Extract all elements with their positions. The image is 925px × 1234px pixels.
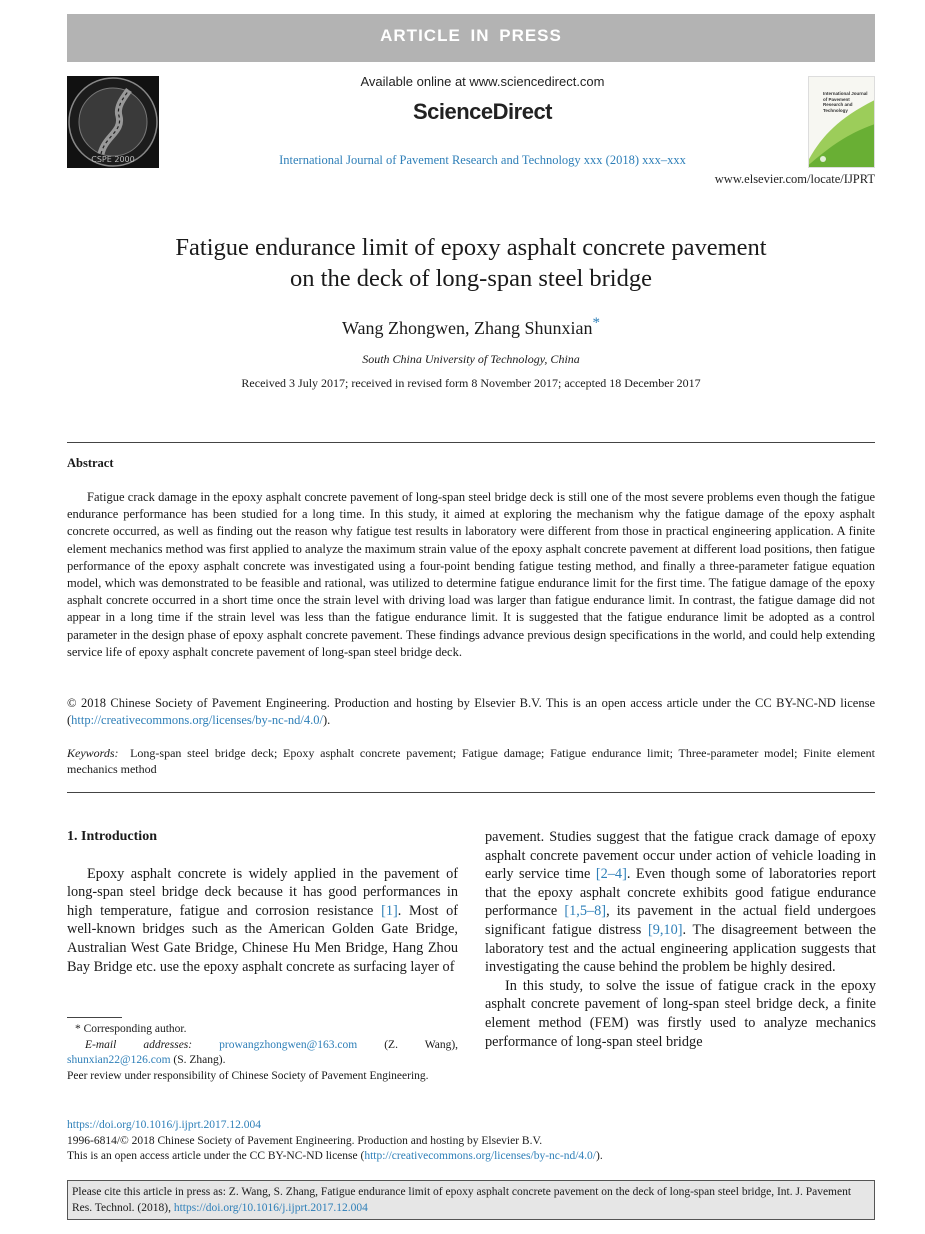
abstract-text: Fatigue crack damage in the epoxy asphalt concrete pavement of long-span steel bridge deck is still one of the most severe problems even though the fatigue endurance performance has been studied for a long time. In this study, it aimed at exploring the mechanism why the fatigue damage of the epoxy asphalt concrete occurred, as well as finding out the reason why fatigue test results in laboratory were different from those in practical engineering application. A finite element mechanics method was first applied to analyze the maximum strain value of the epoxy asphalt concrete pavement at different load positions, then fatigue performance of the epoxy asphalt concrete was investigated using a four-point bending fatigue testing method, and finally a three-parameter fatigue equation model, which was demonstrated to be feasible and rational, was utilized to determine fatigue endurance limit for the first time. The fatigue damage of the epoxy asphalt concrete occurred in a short time once the strain level with driving load was larger than fatigue endurance limit. In contrast, the fatigue damage did not appear in a long time if the strain level was less than the fatigue endurance limit. It is suggested that the fatigue endurance limit be adopted as a control parameter in the design phase of epoxy asphalt concrete pavement. These findings advance previous design specifications in the world, and could help extending service life of epoxy asphalt concrete pavement of long-span steel bridge deck. <box>67 490 875 659</box>
email-link-wang[interactable]: prowangzhongwen@163.com <box>219 1038 358 1051</box>
article-in-press-banner: ARTICLE IN PRESS <box>67 14 875 62</box>
intro-paragraph-2: In this study, to solve the issue of fatigue crack in the epoxy asphalt concrete pavement of long-span steel bridge deck, a finite element method (FEM) was firstly used to analyze mechanics performance of long-span steel bridge <box>485 977 876 1050</box>
open-access-line: This is an open access article under the CC BY-NC-ND license (http://creativecommons.org/licenses/by-nc-nd/4.0/). <box>67 1150 603 1162</box>
ref-link-1-5-8[interactable]: [1,5–8] <box>564 903 607 920</box>
intro-paragraph-1: Epoxy asphalt concrete is widely applied in the pavement of long-span steel bridge deck because it has good performances in high temperature, fatigue and corrosion resistance [1]. Most of well-known bridges such as the American Golden Gate Bridge, Australian West Gate Bridge, Chinese Hu Men Bridge, Hang Zhou Bay Bridge etc. use the epoxy asphalt concrete as surfacing layer of <box>67 865 459 975</box>
title-line-2: on the deck of long-span steel bridge <box>290 265 652 292</box>
citation-text: Please cite this article in press as: Z. Wang, S. Zhang, Fatigue endurance limit of epoxy asphalt concrete pavement on the deck of long-span steel bridge, Int. J. Pavement Res. Technol. (2018), <box>72 1186 852 1214</box>
elsevier-locate-link[interactable]: www.elsevier.com/locate/IJPRT <box>714 172 875 186</box>
keywords-list: Long-span steel bridge deck; Epoxy asphalt concrete pavement; Fatigue damage; Fatigue endurance limit; Three-parameter model; Finite element mechanics method <box>67 746 875 776</box>
article-footer <box>67 1118 875 1165</box>
keywords <box>67 745 875 777</box>
author-names: Wang Zhongwen, Zhang Shunxian <box>341 318 593 338</box>
ref-link-2-4[interactable]: [2–4] <box>595 866 627 883</box>
left-column <box>67 828 458 976</box>
email-link-zhang[interactable]: shunxian22@126.com <box>67 1054 171 1066</box>
received-dates: Received 3 July 2017; received in revised form 8 November 2017; accepted 18 December 2017 <box>241 376 701 390</box>
citation-box <box>67 1180 875 1220</box>
seal-caption: CSPE 2000 <box>91 155 135 164</box>
citation-doi-link[interactable]: https://doi.org/10.1016/j.ijprt.2017.12.004 <box>173 1202 368 1214</box>
keywords-label: Keywords: <box>67 746 119 760</box>
footer-license-link[interactable]: http://creativecommons.org/licenses/by-nc-nd/4.0/ <box>364 1150 596 1162</box>
sciencedirect-wordmark: ScienceDirect <box>412 99 553 124</box>
available-online-line: Available online at www.sciencedirect.com <box>360 74 605 89</box>
doi-link[interactable]: https://doi.org/10.1016/j.ijprt.2017.12.004 <box>67 1119 262 1131</box>
abstract-heading: Abstract <box>67 456 114 470</box>
journal-cover-thumbnail <box>808 76 875 168</box>
ref-link-9-10[interactable]: [9,10] <box>647 921 683 938</box>
cover-title: International Journal of Pavement Research and Technology <box>823 91 868 113</box>
peer-review-note: Peer review under responsibility of Chinese Society of Pavement Engineering. <box>67 1069 429 1082</box>
footnotes <box>67 1022 458 1084</box>
footnote-rule <box>67 1017 122 1018</box>
corresponding-author-mark[interactable]: * <box>592 315 600 331</box>
license-link[interactable]: http://creativecommons.org/licenses/by-nc-nd/4.0/ <box>71 713 323 728</box>
abstract-top-rule <box>67 442 875 443</box>
intro-paragraph-1-cont: pavement. Studies suggest that the fatigue crack damage of epoxy asphalt concrete pavement occur under action of vehicle loading in early service time [2–4]. Even though some of laboratories report that the epoxy asphalt concrete exhibits good fatigue endurance performance [1,5–8], its pavement in the actual field undergoes significant fatigue distress [9,10]. The disagreement between the laboratory test and the actual engineering application suggests that investigating the cause behind the problem be highly desired. <box>485 829 876 976</box>
issn-line: 1996-6814/© 2018 Chinese Society of Pavement Engineering. Production and hosting by Elsevier B.V. <box>67 1134 543 1147</box>
ref-link-1[interactable]: [1] <box>381 902 398 919</box>
right-column <box>485 828 876 1051</box>
email-note: E-mail addresses: prowangzhongwen@163.com (Z. Wang), shunxian22@126.com (S. Zhang). <box>67 1038 459 1066</box>
section-heading-introduction: 1. Introduction <box>67 829 157 844</box>
title-line-1: Fatigue endurance limit of epoxy asphalt concrete pavement <box>175 234 767 261</box>
abstract-copyright <box>67 695 875 729</box>
affiliation: South China University of Technology, China <box>362 352 580 366</box>
journal-reference-link[interactable]: International Journal of Pavement Research and Technology xxx (2018) xxx–xxx <box>279 153 686 167</box>
authors <box>67 315 875 339</box>
article-title <box>67 232 875 294</box>
copyright-text: © 2018 Chinese Society of Pavement Engineering. Production and hosting by Elsevier B.V. This is an open access article under the CC BY-NC-ND license ( <box>67 696 875 728</box>
corresponding-note: * Corresponding author. <box>75 1023 187 1035</box>
copyright-close: ). <box>322 713 331 728</box>
abstract-bottom-rule <box>67 792 875 793</box>
